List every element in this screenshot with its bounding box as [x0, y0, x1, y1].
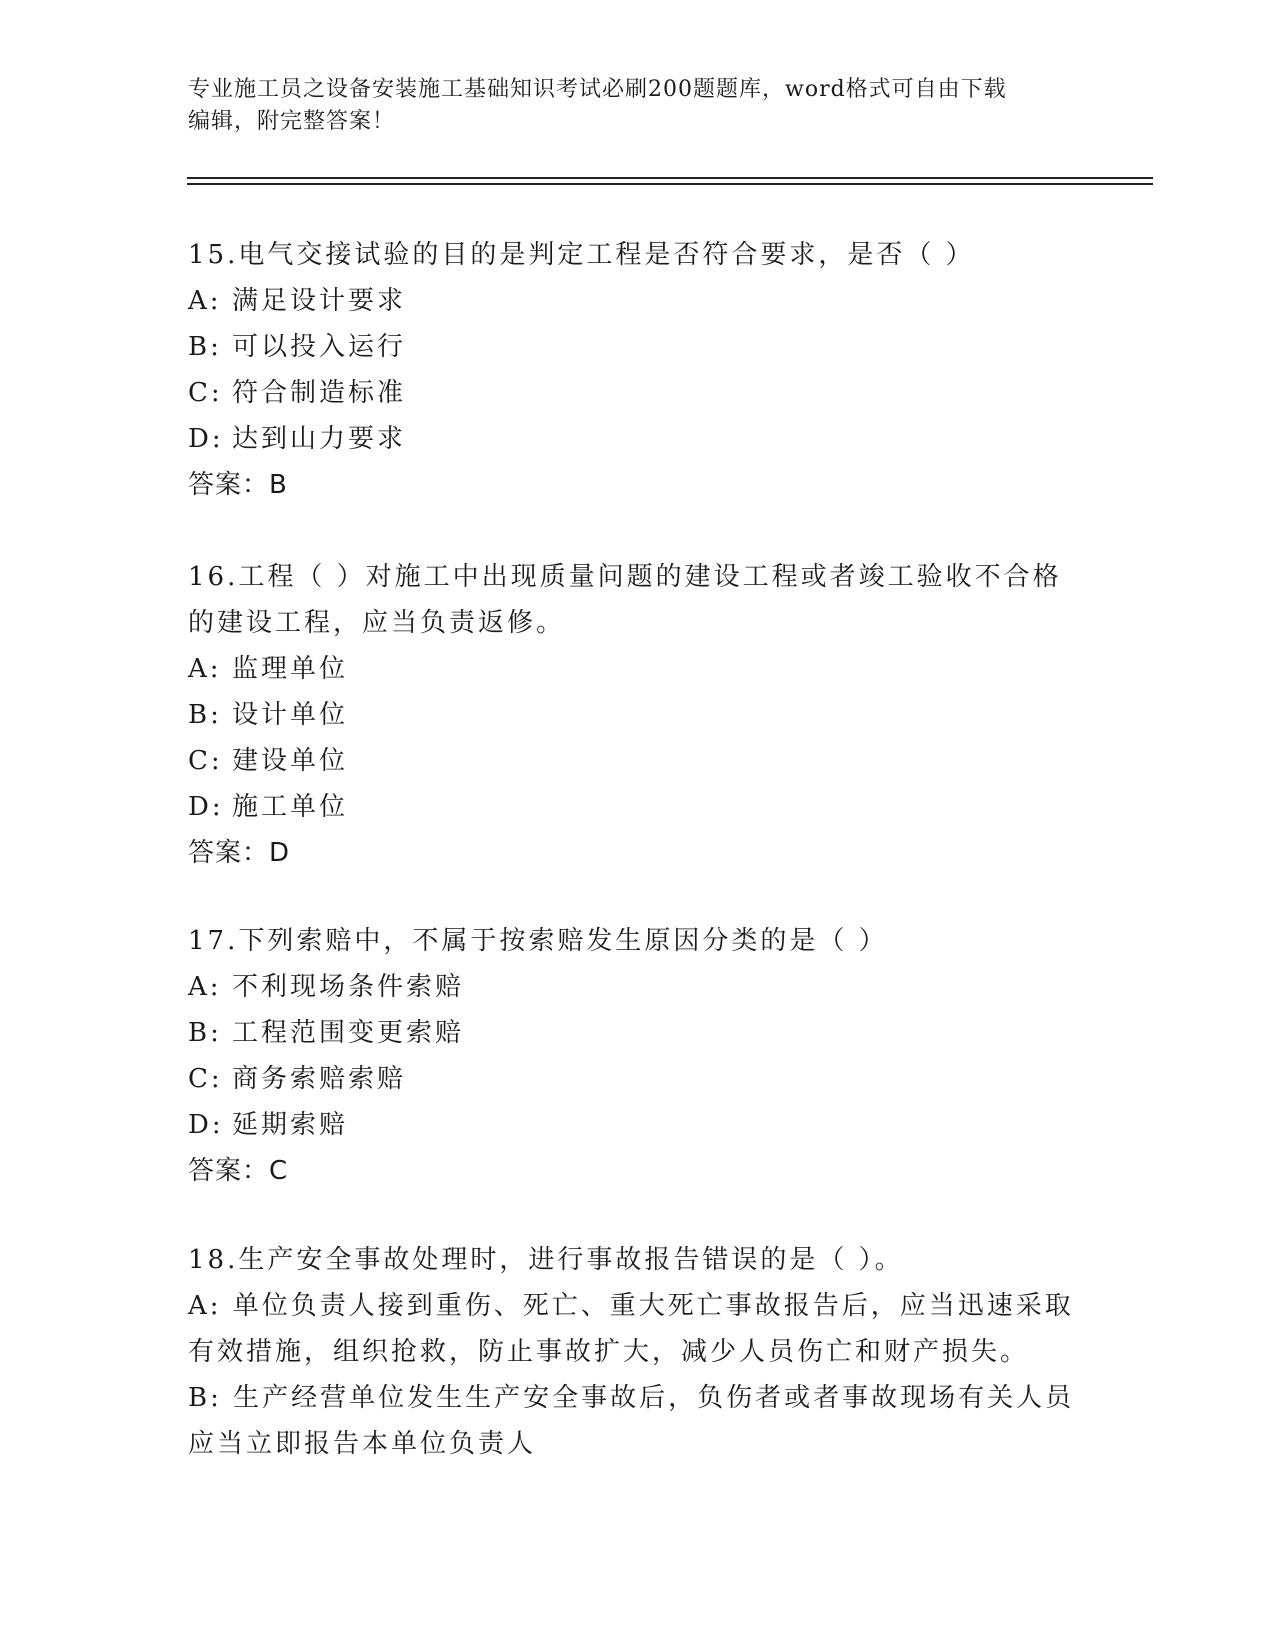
option-d — [188, 784, 1088, 830]
question-stem: 17.下列索赔中，不属于按索赔发生原因分类的是（ ） — [188, 926, 888, 956]
option-text: 商务索赔索赔 — [232, 1064, 407, 1094]
option-key: B: — [188, 1018, 222, 1048]
option-text: 设计单位 — [232, 700, 349, 730]
option-d — [188, 1102, 1088, 1148]
option-c — [188, 738, 1088, 784]
option-key: A: — [188, 972, 222, 1002]
option-a — [188, 278, 1088, 324]
answer: 答案：D — [188, 838, 291, 868]
option-key: C: — [188, 746, 223, 776]
question-16 — [188, 554, 1088, 876]
option-b — [188, 692, 1088, 738]
option-b-line-1: B: 生产经营单位发生生产安全事故后，负伤者或者事故现场有关人员 — [188, 1383, 1075, 1413]
option-text: 不利现场条件索赔 — [232, 972, 465, 1002]
question-stem: 15.电气交接试验的目的是判定工程是否符合要求，是否（ ） — [188, 240, 975, 270]
option-text: 达到山力要求 — [232, 424, 407, 454]
answer: 答案：C — [188, 1156, 289, 1186]
option-a-line-2: 有效措施，组织抢救，防止事故扩大，减少人员伤亡和财产损失。 — [188, 1337, 1030, 1367]
option-text: 可以投入运行 — [232, 332, 407, 362]
option-text: 建设单位 — [232, 746, 349, 776]
option-text: 监理单位 — [232, 654, 349, 684]
option-key: B: — [188, 332, 222, 362]
header-line-2: 编辑，附完整答案！ — [188, 109, 396, 134]
question-18 — [188, 1237, 1088, 1467]
question-17 — [188, 918, 1088, 1194]
option-text: 延期索赔 — [232, 1110, 349, 1140]
header-rule-bottom — [187, 183, 1153, 185]
question-15 — [188, 232, 1088, 508]
option-c — [188, 370, 1088, 416]
option-key: D: — [188, 1110, 224, 1140]
answer: 答案：B — [188, 470, 288, 500]
option-text: 符合制造标准 — [232, 378, 407, 408]
option-b-line-2: 应当立即报告本单位负责人 — [188, 1429, 537, 1459]
option-key: C: — [188, 1064, 223, 1094]
option-b — [188, 1010, 1088, 1056]
option-c — [188, 1056, 1088, 1102]
option-text: 工程范围变更索赔 — [232, 1018, 465, 1048]
option-key: A: — [188, 286, 222, 316]
option-key: B: — [188, 700, 222, 730]
option-b — [188, 324, 1088, 370]
option-text: 施工单位 — [232, 792, 349, 822]
header-rule-top — [187, 177, 1153, 179]
option-key: D: — [188, 792, 224, 822]
question-stem-line-1: 16.工程（ ）对施工中出现质量问题的建设工程或者竣工验收不合格 — [188, 562, 1062, 592]
option-a-line-1: A: 单位负责人接到重伤、死亡、重大死亡事故报告后，应当迅速采取 — [188, 1291, 1074, 1321]
option-d — [188, 416, 1088, 462]
question-stem-line-2: 的建设工程，应当负责返修。 — [188, 608, 566, 638]
option-key: A: — [188, 654, 222, 684]
option-key: C: — [188, 378, 223, 408]
option-key: D: — [188, 424, 224, 454]
option-text: 满足设计要求 — [232, 286, 407, 316]
question-stem: 18.生产安全事故处理时，进行事故报告错误的是（ ）。 — [188, 1245, 904, 1275]
option-a — [188, 964, 1088, 1010]
header-line-1: 专业施工员之设备安装施工基础知识考试必刷200题题库，word格式可自由下载 — [188, 77, 1007, 102]
document-header — [188, 74, 1088, 138]
option-a — [188, 646, 1088, 692]
